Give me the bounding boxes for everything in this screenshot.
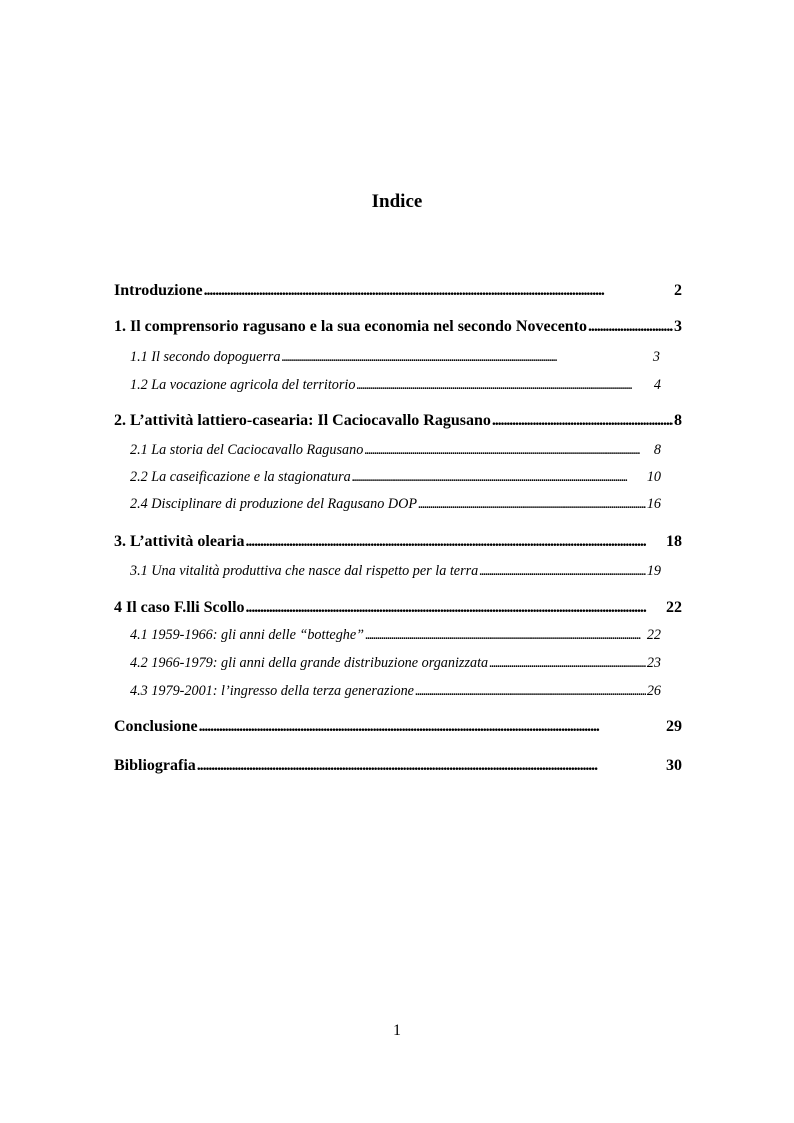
toc-entry-conclusione[interactable] bbox=[114, 716, 682, 738]
toc-leader-dots bbox=[282, 347, 652, 367]
page-number: 1 bbox=[393, 1022, 401, 1039]
toc-entry-page: 22 bbox=[646, 627, 661, 643]
toc-entry-section-3-1[interactable] bbox=[130, 561, 661, 581]
toc-leader-dots bbox=[364, 440, 653, 460]
toc-leader-dots bbox=[365, 625, 646, 645]
toc-entry-section-4-3[interactable] bbox=[130, 681, 661, 701]
toc-entry-section-1-2[interactable] bbox=[130, 375, 661, 395]
toc-entry-text: 2.2 La caseificazione e la stagionatura bbox=[130, 469, 351, 485]
toc-entry-page: 3 bbox=[674, 318, 682, 335]
toc-entry-text: 3.1 Una vitalità produttiva che nasce dal rispetto per la terra bbox=[130, 563, 479, 579]
toc-entry-bibliografia[interactable] bbox=[114, 755, 682, 777]
toc-entry-section-1-1[interactable] bbox=[130, 347, 660, 367]
toc-entry-text: Conclusione bbox=[114, 718, 198, 735]
toc-entry-text: 2.4 Disciplinare di produzione del Ragusano DOP bbox=[130, 496, 418, 512]
toc-leader-dots bbox=[352, 467, 646, 487]
toc-leader-dots bbox=[415, 681, 646, 701]
toc-entry-page: 18 bbox=[666, 533, 682, 550]
toc-entry-page: 30 bbox=[666, 757, 682, 774]
toc-entry-chapter-4[interactable] bbox=[114, 597, 682, 619]
toc-leader-dots bbox=[197, 755, 665, 777]
toc-entry-text: 4 Il caso F.lli Scollo bbox=[114, 599, 245, 616]
toc-entry-page: 29 bbox=[666, 718, 682, 735]
toc-entry-page: 26 bbox=[646, 683, 661, 699]
toc-entry-text: Bibliografia bbox=[114, 757, 196, 774]
toc-entry-page: 10 bbox=[646, 469, 661, 485]
toc-entry-page: 4 bbox=[653, 377, 661, 393]
toc-entry-text: 2. L’attività lattiero-casearia: Il Caciocavallo Ragusano bbox=[114, 412, 491, 429]
toc-leader-dots bbox=[246, 531, 666, 553]
toc-entry-text: 2.1 La storia del Caciocavallo Ragusano bbox=[130, 442, 364, 458]
toc-leader-dots bbox=[479, 561, 646, 581]
toc-entry-page: 19 bbox=[646, 563, 661, 579]
toc-leader-dots bbox=[489, 653, 646, 673]
toc-entry-page: 23 bbox=[646, 655, 661, 671]
page-title: Indice bbox=[371, 191, 423, 212]
toc-entry-chapter-1[interactable] bbox=[114, 316, 682, 338]
toc-entry-section-2-2[interactable] bbox=[130, 467, 661, 487]
toc-leader-dots bbox=[418, 494, 646, 514]
toc-entry-page: 16 bbox=[646, 496, 661, 512]
toc-entry-text: 4.1 1959-1966: gli anni delle “botteghe” bbox=[130, 627, 365, 643]
toc-entry-text: 4.2 1966-1979: gli anni della grande distribuzione organizzata bbox=[130, 655, 489, 671]
toc-entry-section-2-4[interactable] bbox=[130, 494, 661, 514]
toc-entry-page: 8 bbox=[653, 442, 661, 458]
toc-entry-text: 1.1 Il secondo dopoguerra bbox=[130, 349, 281, 365]
toc-leader-dots bbox=[199, 716, 665, 738]
toc-entry-text: Introduzione bbox=[114, 282, 203, 299]
toc-entry-section-2-1[interactable] bbox=[130, 440, 661, 460]
toc-leader-dots bbox=[356, 375, 652, 395]
toc-entry-page: 2 bbox=[674, 282, 682, 299]
toc-entry-introduzione[interactable] bbox=[114, 280, 682, 302]
toc-entry-text: 1. Il comprensorio ragusano e la sua economia nel secondo Novecento bbox=[114, 318, 588, 335]
toc-entry-chapter-2[interactable] bbox=[114, 410, 682, 432]
toc-entry-page: 3 bbox=[652, 349, 660, 365]
toc-leader-dots bbox=[204, 280, 673, 302]
toc-leader-dots bbox=[246, 597, 665, 619]
toc-entry-chapter-3[interactable] bbox=[114, 531, 682, 553]
toc-leader-dots bbox=[588, 316, 673, 338]
toc-entry-text: 4.3 1979-2001: l’ingresso della terza generazione bbox=[130, 683, 414, 699]
toc-entry-page: 22 bbox=[666, 599, 682, 616]
toc-entry-text: 1.2 La vocazione agricola del territorio bbox=[130, 377, 356, 393]
toc-leader-dots bbox=[492, 410, 673, 432]
toc-entry-page: 8 bbox=[674, 412, 682, 429]
toc-entry-section-4-1[interactable] bbox=[130, 625, 661, 645]
toc-entry-section-4-2[interactable] bbox=[130, 653, 661, 673]
toc-entry-text: 3. L’attività olearia bbox=[114, 533, 245, 550]
